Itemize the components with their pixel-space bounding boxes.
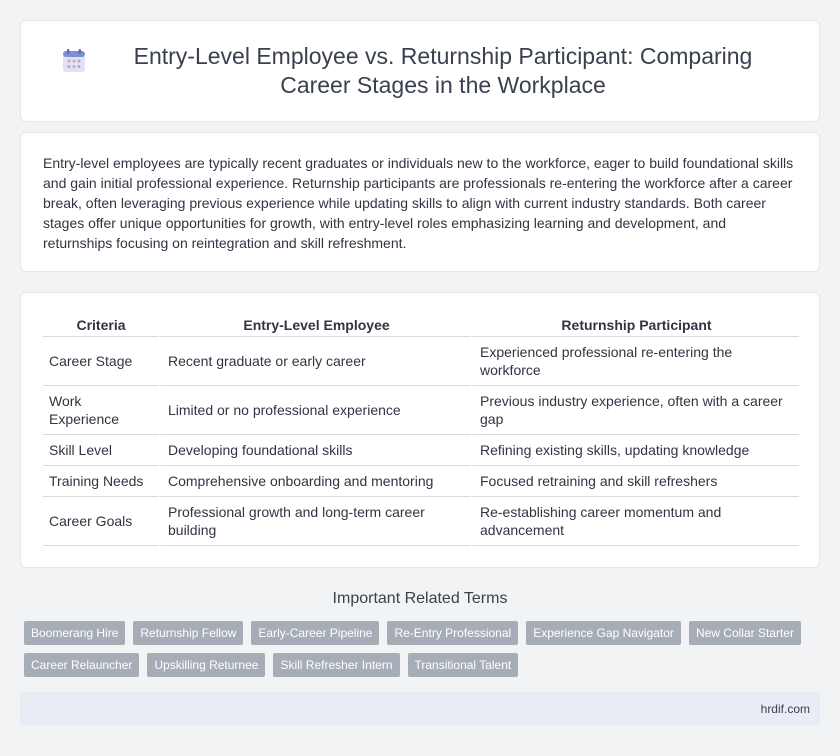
table-row <box>43 386 799 435</box>
tag-returnship-fellow[interactable]: Returnship Fellow <box>133 621 243 645</box>
tag-re-entry-professional[interactable]: Re-Entry Professional <box>387 621 518 645</box>
tag-row <box>24 653 824 677</box>
cell-entry-level: Professional growth and long-term career building <box>159 497 471 546</box>
tag-row <box>24 621 824 645</box>
tag-new-collar-starter[interactable]: New Collar Starter <box>689 621 801 645</box>
cell-returnship: Re-establishing career momentum and advancement <box>471 497 799 546</box>
footer <box>20 692 820 726</box>
related-terms-title: Important Related Terms <box>332 590 508 607</box>
tag-transitional-talent[interactable]: Transitional Talent <box>408 653 519 677</box>
cell-entry-level: Recent graduate or early career <box>159 337 471 386</box>
table-row <box>43 497 799 546</box>
title-wrap <box>21 42 819 100</box>
cell-criteria: Career Goals <box>43 497 159 546</box>
title-card <box>20 20 820 122</box>
cell-returnship: Experienced professional re-entering the workforce <box>471 337 799 386</box>
tag-boomerang-hire[interactable]: Boomerang Hire <box>24 621 125 645</box>
cell-entry-level: Comprehensive onboarding and mentoring <box>159 466 471 497</box>
table-header-row <box>43 311 799 337</box>
cell-criteria: Skill Level <box>43 435 159 466</box>
table-row <box>43 435 799 466</box>
tag-early-career-pipeline[interactable]: Early-Career Pipeline <box>251 621 379 645</box>
cell-returnship: Focused retraining and skill refreshers <box>471 466 799 497</box>
intro-card <box>20 132 820 272</box>
table-row <box>43 337 799 386</box>
comparison-table-card <box>20 292 820 568</box>
cell-entry-level: Limited or no professional experience <box>159 386 471 435</box>
intro-paragraph: Entry-level employees are typically recent graduates or individuals new to the workforce, eager to build foundational skills and gain initial professional experience. Returnship participants are professionals re-entering the workforce after a career break, often leveraging previous experience while updating skills to align with current industry standards. Both career stages offer unique opportunities for growth, with entry-level roles emphasizing learning and development, and returnships focusing on reintegration and skill refreshment. <box>43 155 794 251</box>
tag-skill-refresher-intern[interactable]: Skill Refresher Intern <box>273 653 399 677</box>
tag-career-relauncher[interactable]: Career Relauncher <box>24 653 139 677</box>
header-criteria: Criteria <box>43 311 159 337</box>
footer-site[interactable]: hrdif.com <box>760 702 810 716</box>
cell-criteria: Training Needs <box>43 466 159 497</box>
table-row <box>43 466 799 497</box>
related-terms-tags <box>24 621 824 685</box>
calendar-icon <box>61 48 87 74</box>
page-title: Entry-Level Employee vs. Returnship Participant: Comparing Career Stages in the Workplace <box>133 43 753 98</box>
cell-returnship: Previous industry experience, often with a career gap <box>471 386 799 435</box>
comparison-table <box>43 311 799 546</box>
cell-entry-level: Developing foundational skills <box>159 435 471 466</box>
tag-upskilling-returnee[interactable]: Upskilling Returnee <box>147 653 265 677</box>
header-returnship: Returnship Participant <box>471 311 799 337</box>
header-entry-level: Entry-Level Employee <box>159 311 471 337</box>
tag-experience-gap-navigator[interactable]: Experience Gap Navigator <box>526 621 681 645</box>
cell-returnship: Refining existing skills, updating knowledge <box>471 435 799 466</box>
cell-criteria: Work Experience <box>43 386 159 435</box>
cell-criteria: Career Stage <box>43 337 159 386</box>
